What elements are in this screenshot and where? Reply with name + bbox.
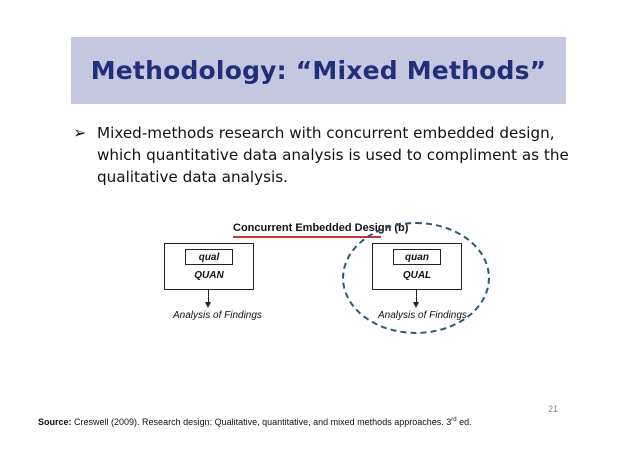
- arrow-bullet-icon: ➢: [73, 123, 87, 142]
- source-text-end: ed.: [456, 417, 472, 427]
- right-design-box: [372, 243, 462, 290]
- right-inner-box: quan: [393, 249, 441, 265]
- source-label: Source:: [38, 417, 72, 427]
- left-inner-box: qual: [185, 249, 233, 265]
- slide-number: 21: [548, 404, 559, 414]
- right-analysis-label: Analysis of Findings: [378, 310, 467, 321]
- figure-title-underline: [233, 236, 381, 238]
- source-citation: [38, 417, 472, 427]
- left-arrow-head-icon: [205, 302, 211, 308]
- left-analysis-label: Analysis of Findings: [173, 310, 262, 321]
- right-main-label: QUAL: [402, 270, 432, 281]
- slide-title: Methodology: “Mixed Methods”: [90, 56, 547, 85]
- right-arrow-head-icon: [413, 302, 419, 308]
- figure-title: Concurrent Embedded Design (b): [233, 222, 409, 234]
- source-text: Creswell (2009). Research design: Qualitative, quantitative, and mixed methods approaches. 3: [74, 417, 452, 427]
- left-design-box: [164, 243, 254, 290]
- source-superscript: rd: [451, 417, 457, 423]
- left-main-label: QUAN: [194, 270, 224, 281]
- bullet-text: Mixed-methods research with concurrent embedded design, which quantitative data analysis is used to compliment as the qualitative data analysis.: [97, 124, 569, 186]
